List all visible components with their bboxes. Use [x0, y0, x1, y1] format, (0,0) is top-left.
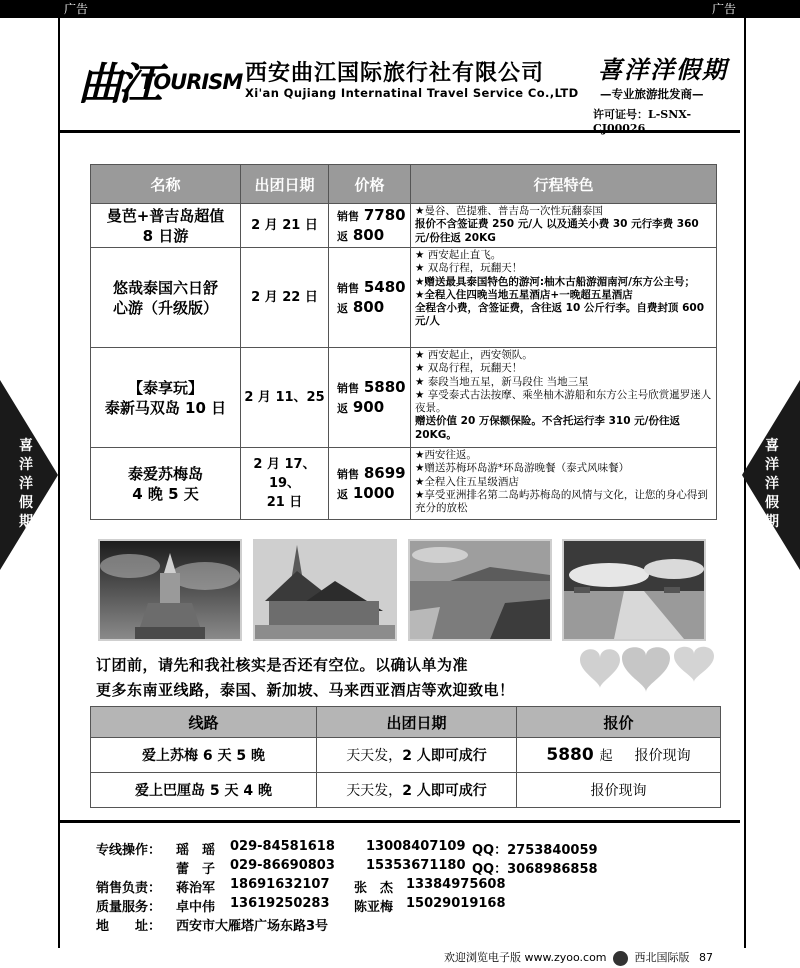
sale-label: 销售 [337, 467, 359, 481]
rebate-label: 返 [337, 401, 348, 415]
footer-section: 西北国际版 [634, 951, 690, 964]
tour-date-line: 2 月 22 日 [251, 290, 318, 305]
tour-rebate [337, 484, 410, 504]
hearts-decoration [580, 640, 722, 700]
route-price [517, 773, 721, 808]
ops-mobile: 15353671180 [366, 858, 466, 873]
tour-date-line: 2 月 17、19、 [253, 457, 316, 491]
footer-logo-icon [613, 951, 628, 966]
tour-price [329, 204, 411, 248]
sales-mobile-2: 13384975608 [406, 877, 506, 892]
route-price-suffix: 起 [599, 749, 613, 764]
rebate-label: 返 [337, 301, 348, 315]
tour-name [91, 448, 241, 520]
route-table [90, 706, 721, 808]
route-date [317, 738, 517, 773]
contact-row-sales [96, 877, 696, 895]
page-footer [444, 949, 713, 966]
booking-notice: 订团前，请先和我社核实是否还有空位。以确认单为准 [96, 656, 469, 674]
ops-name: 瑶 瑶 [176, 843, 216, 858]
route-col-price: 报价 [517, 707, 721, 738]
tour-feature: ★ 西安起止直飞。 [415, 249, 502, 261]
ops-tel: 029-86690803 [230, 858, 335, 873]
col-header-name: 名称 [91, 165, 241, 204]
ad-tag-left: 广告 [64, 2, 89, 16]
tour-feature: 赠送价值 20 万保额保险。不含托运行李 310 元/份往返 20KG。 [415, 415, 680, 441]
route-date [317, 773, 517, 808]
tour-row [91, 348, 717, 448]
contact-row-address [96, 915, 696, 933]
sale-label: 销售 [337, 381, 359, 395]
tour-table-header [91, 165, 717, 204]
tour-sale-price [337, 206, 410, 226]
tour-name-line: 【泰享玩】 [127, 378, 203, 397]
contact-row-ops-1 [96, 839, 696, 857]
route-price-note: 报价现询 [634, 748, 691, 764]
address-label: 地 址： [96, 919, 162, 934]
brand-slogan: —专业旅游批发商— [600, 87, 704, 101]
tour-date [241, 448, 329, 520]
rebate-label: 返 [337, 229, 348, 243]
tour-date-line: 2 月 11、25 [244, 390, 325, 405]
tour-price [329, 248, 411, 348]
route-col-name: 线路 [91, 707, 317, 738]
quality-name: 卓中伟 [176, 900, 216, 915]
tour-features [411, 248, 717, 348]
tour-features [411, 448, 717, 520]
tour-row [91, 204, 717, 248]
quality-name-2: 陈亚梅 [354, 900, 394, 915]
contact-row-quality [96, 896, 696, 914]
route-price-note: 报价现询 [590, 783, 647, 799]
sale-value: 5480 [363, 277, 406, 296]
contact-row-ops-2 [96, 858, 696, 876]
address-text: 西安市大雁塔广场东路3号 [176, 919, 329, 934]
route-table-header [91, 707, 721, 738]
route-date-min: 2 人即可成行 [402, 783, 487, 799]
route-date-freq: 天天发， [346, 783, 403, 799]
sales-label: 销售负责： [96, 881, 162, 896]
top-bar [0, 0, 800, 18]
rebate-value: 800 [352, 297, 385, 316]
golden-statue-photo [98, 539, 242, 641]
tour-name [91, 348, 241, 448]
ops-label: 专线操作： [96, 843, 162, 858]
col-header-date: 出团日期 [241, 165, 329, 204]
tour-features [411, 348, 717, 448]
tour-feature: ★赠送最具泰国特色的游河:柚木古船游湄南河/东方公主号； [415, 275, 695, 288]
tour-date [241, 348, 329, 448]
col-header-price: 价格 [329, 165, 411, 204]
tour-price [329, 348, 411, 448]
route-name: 爱上巴厘岛 5 天 4 晚 [91, 773, 317, 808]
col-header-features: 行程特色 [411, 165, 717, 204]
sale-label: 销售 [337, 281, 359, 295]
tour-feature: ★西安往返。 [415, 449, 477, 461]
tour-features [411, 204, 717, 248]
sale-label: 销售 [337, 209, 359, 223]
tour-feature: 全程含小费，含签证费，含往返 10 公斤行李。自费封顶 600 元/人 [415, 302, 704, 328]
tour-date-line: 2 月 21 日 [251, 218, 318, 233]
tour-feature: ★ 西安起止，西安领队。 [415, 349, 533, 361]
tour-name-line: 曼芭+普吉岛超值 [106, 206, 225, 225]
logo-wordmark: TOURISM [140, 70, 243, 94]
tour-feature: ★赠送苏梅环岛游*环岛游晚餐（泰式风味餐） [415, 462, 630, 475]
ad-tag-right: 广告 [711, 2, 736, 16]
tour-feature: ★全程入住五星级酒店 [415, 475, 519, 488]
tour-table [90, 164, 717, 520]
tour-sale-price [337, 278, 410, 298]
tour-rebate [337, 298, 410, 318]
thai-temple-photo [253, 539, 397, 641]
company-name-cn: 西安曲江国际旅行社有限公司 [245, 61, 545, 86]
quality-mobile-2: 15029019168 [406, 896, 506, 911]
tour-feature: ★ 泰段当地五星，新马段住 当地三星 [415, 375, 589, 388]
sale-value: 5880 [363, 377, 406, 396]
tour-feature: ★ 双岛行程，玩翻天！ [415, 262, 523, 275]
tour-name-line: 悠哉泰国六日舒 [112, 278, 218, 297]
side-label-left: 喜 洋 洋 假 期 [19, 438, 33, 530]
route-date-freq: 天天发， [346, 748, 403, 764]
rebate-value: 800 [352, 225, 385, 244]
route-price [517, 738, 721, 773]
tour-name [91, 248, 241, 348]
tour-feature: 报价不含签证费 250 元/人 以及通关小费 30 元行李费 360 元/份往返 20KG [415, 218, 699, 244]
ops-mobile: 13008407109 [366, 839, 466, 854]
tour-date [241, 204, 329, 248]
tour-row [91, 448, 717, 520]
company-name-en: Xi'an Qujiang Internatinal Travel Service Co.,LTD [245, 86, 579, 100]
page-number: 87 [699, 951, 714, 964]
logo-script: 曲江 [78, 59, 158, 110]
rebate-value: 1000 [352, 483, 395, 502]
tour-name-line: 心游（升级版） [112, 298, 218, 317]
ops-name: 蕾 子 [176, 862, 216, 877]
route-price-number: 5880 [546, 745, 594, 765]
route-name: 爱上苏梅 6 天 5 晚 [91, 738, 317, 773]
route-date-min: 2 人即可成行 [402, 748, 487, 764]
footer-website: 欢迎浏览电子版 www.zyoo.com [444, 951, 607, 964]
sales-name-2: 张 杰 [354, 881, 394, 896]
side-label-right: 喜 洋 洋 假 期 [765, 438, 779, 530]
tour-sale-price [337, 464, 410, 484]
quality-label: 质量服务： [96, 900, 162, 915]
tour-feature: ★全程入住四晚当地五星酒店+一晚超五星酒店 [415, 288, 633, 301]
tour-name-line: 4 晚 5 天 [132, 484, 199, 503]
tour-feature: ★ 享受泰式古法按摩、乘坐柚木游船和东方公主号欣赏暹罗迷人夜景。 [415, 388, 712, 415]
tour-row [91, 248, 717, 348]
tour-feature: ★ 双岛行程，玩翻天！ [415, 362, 523, 375]
route-price-value [546, 745, 612, 765]
sale-value: 7780 [363, 205, 406, 224]
tour-feature: ★曼谷、芭提雅、普吉岛一次性玩翻泰国 [415, 205, 603, 217]
route-col-date: 出团日期 [317, 707, 517, 738]
quality-mobile: 13619250283 [230, 896, 330, 911]
sales-name: 蒋治军 [176, 881, 216, 896]
brand-name: 喜洋洋假期 [598, 56, 728, 84]
tour-sale-price [337, 378, 410, 398]
company-header [60, 18, 740, 133]
tour-feature: ★享受亚洲排名第二岛屿苏梅岛的风情与文化，让您的身心得到充分的放松 [415, 488, 708, 515]
pier-bungalows-photo [562, 539, 706, 641]
tour-name-line: 泰新马双岛 10 日 [104, 398, 227, 417]
tour-price [329, 448, 411, 520]
license-number: 许可证号：L-SNX-CJ00026 [593, 108, 692, 135]
route-row [91, 773, 721, 808]
tour-name-line: 泰爱苏梅岛 [127, 464, 203, 483]
ops-tel: 029-84581618 [230, 839, 335, 854]
rebate-label: 返 [337, 487, 348, 501]
tour-date-line: 21 日 [266, 495, 303, 510]
sale-value: 8699 [363, 463, 406, 482]
ops-qq: QQ：2753840059 [472, 843, 598, 858]
more-routes-notice: 更多东南亚线路，泰国、新加坡、马来西亚酒店等欢迎致电！ [96, 681, 515, 699]
contact-section [60, 820, 740, 934]
route-row [91, 738, 721, 773]
tour-rebate [337, 398, 410, 418]
tour-name [91, 204, 241, 248]
ops-qq: QQ：3068986858 [472, 862, 598, 877]
tour-rebate [337, 226, 410, 246]
sales-mobile: 18691632107 [230, 877, 330, 892]
coastline-photo [408, 539, 552, 641]
tour-date [241, 248, 329, 348]
rebate-value: 900 [352, 397, 385, 416]
tour-name-line: 8 日游 [142, 226, 189, 245]
